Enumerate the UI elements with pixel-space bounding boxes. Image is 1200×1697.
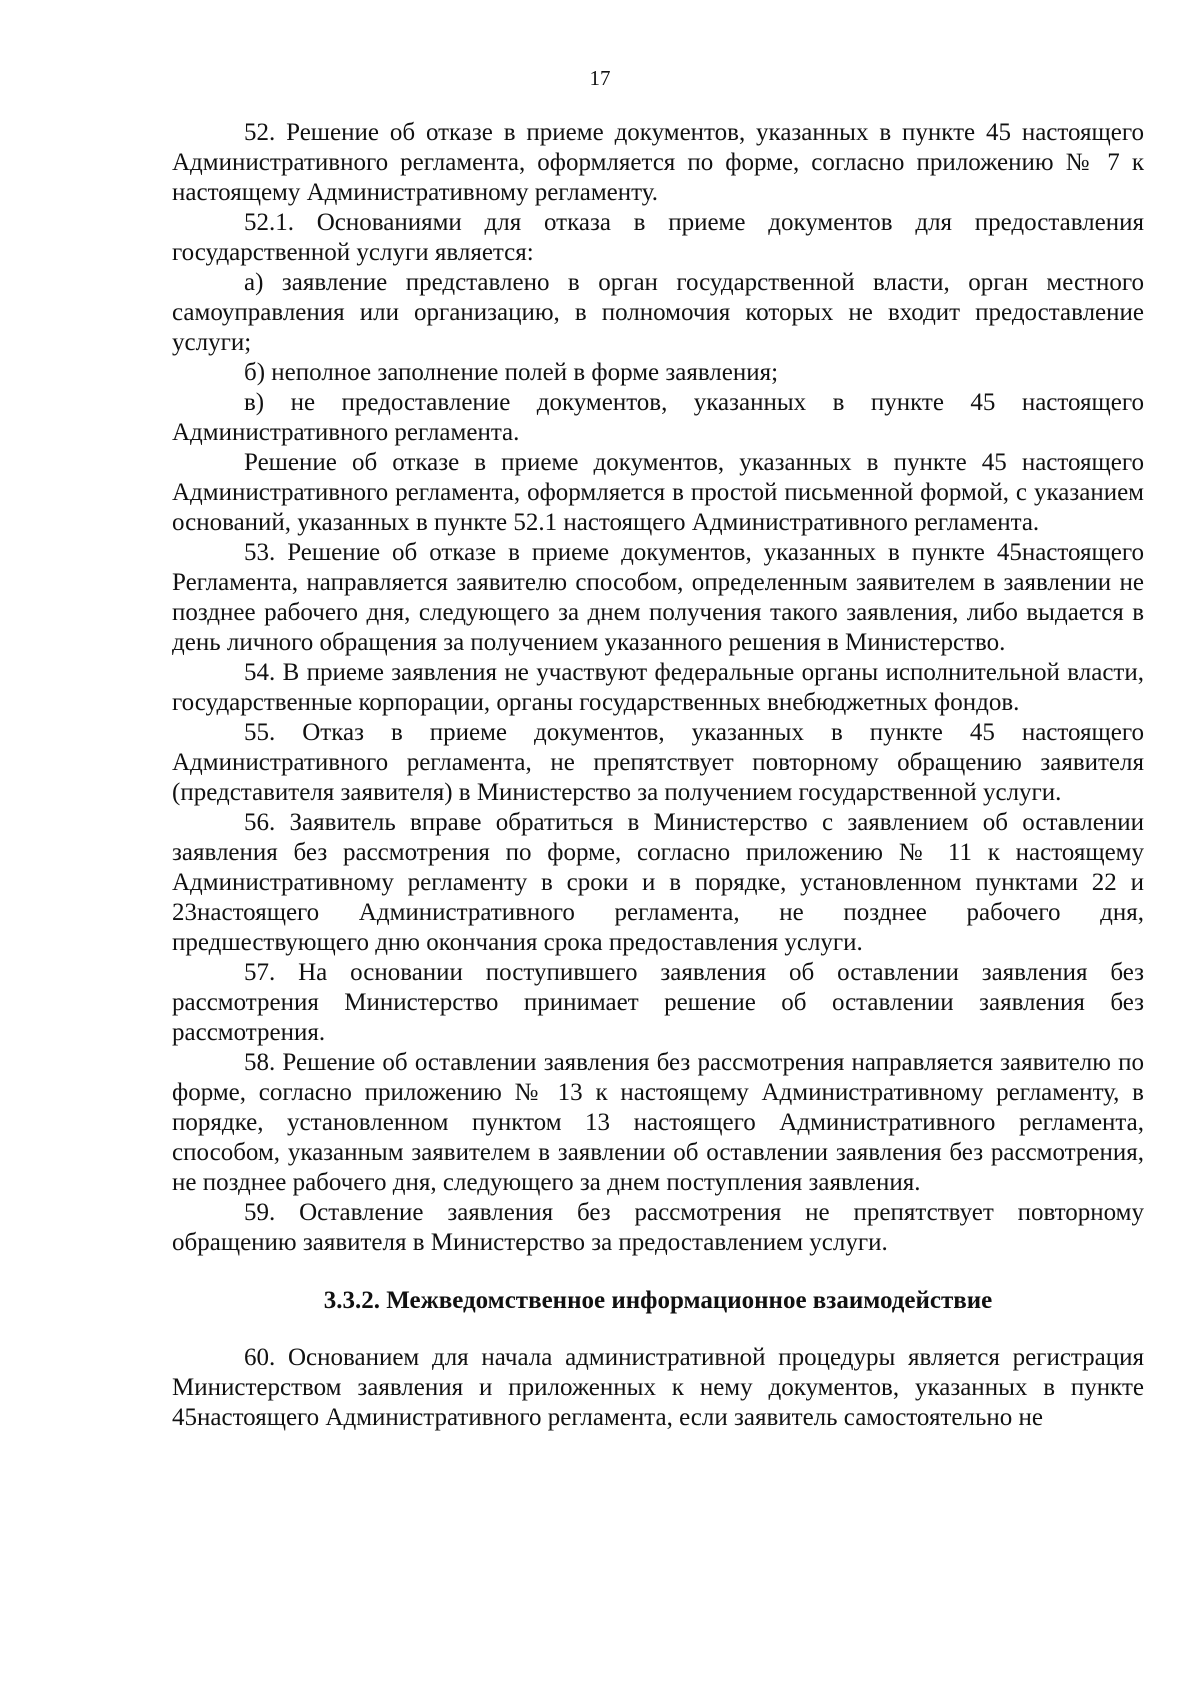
page-number: 17 <box>589 66 611 90</box>
paragraph-54: 54. В приеме заявления не участвуют федеральные органы исполнительной власти, государственные корпорации, органы государственных внебюджетных фондов. <box>172 659 1144 716</box>
paragraph-52-1: 52.1. Основаниями для отказа в приеме документов для предоставления государственной услуги является: <box>172 209 1144 266</box>
paragraph-60: 60. Основанием для начала административной процедуры является регистрация Министерством заявления и приложенных к нему документов, указанных в пункте 45настоящего Административного регламента, если заявитель самостоятельно не <box>172 1344 1144 1431</box>
paragraph-59: 59. Оставление заявления без рассмотрения не препятствует повторному обращению заявителя в Министерство за предоставлением услуги. <box>172 1199 1144 1256</box>
paragraph-53: 53. Решение об отказе в приеме документов, указанных в пункте 45настоящего Регламента, направляется заявителю способом, определенным заявителем в заявлении не позднее рабочего дня, следующего за днем получения такого заявления, либо выдается в день личного обращения за получением указанного решения в Министерство. <box>172 539 1144 656</box>
paragraph-55: 55. Отказ в приеме документов, указанных в пункте 45 настоящего Административного регламента, не препятствует повторному обращению заявителя (представителя заявителя) в Министерство за получением государственной услуги. <box>172 719 1144 806</box>
section-heading: 3.3.2. Межведомственное информационное взаимодействие <box>323 1287 993 1314</box>
paragraph-52-1-v: в) не предоставление документов, указанных в пункте 45 настоящего Административного регламента. <box>172 389 1144 446</box>
paragraph-refusal-form: Решение об отказе в приеме документов, указанных в пункте 45 настоящего Административного регламента, оформляется в простой письменной формой, с указанием оснований, указанных в пункте 52.1 настоящего Административного регламента. <box>172 449 1144 536</box>
paragraph-56: 56. Заявитель вправе обратиться в Министерство с заявлением об оставлении заявления без рассмотрения по форме, согласно приложению № 11 к настоящему Административному регламенту в сроки и в порядке, установленном пунктами 22 и 23настоящего Административного регламента, не позднее рабочего дня, предшествующего дню окончания срока предоставления услуги. <box>172 809 1144 956</box>
paragraph-57: 57. На основании поступившего заявления об оставлении заявления без рассмотрения Министерство принимает решение об оставлении заявления без рассмотрения. <box>172 959 1144 1046</box>
paragraph-52-1-a: а) заявление представлено в орган государственной власти, орган местного самоуправления или организацию, в полномочия которых не входит предоставление услуги; <box>172 269 1144 356</box>
paragraph-58: 58. Решение об оставлении заявления без рассмотрения направляется заявителю по форме, согласно приложению № 13 к настоящему Административному регламенту, в порядке, установленном пунктом 13 настоящего Административного регламента, способом, указанным заявителем в заявлении об оставлении заявления без рассмотрения, не позднее рабочего дня, следующего за днем поступления заявления. <box>172 1049 1144 1196</box>
paragraph-52: 52. Решение об отказе в приеме документов, указанных в пункте 45 настоящего Административного регламента, оформляется по форме, согласно приложению № 7 к настоящему Административному регламенту. <box>172 119 1144 206</box>
paragraph-52-1-b: б) неполное заполнение полей в форме заявления; <box>244 359 779 386</box>
document-body <box>172 118 1144 1433</box>
